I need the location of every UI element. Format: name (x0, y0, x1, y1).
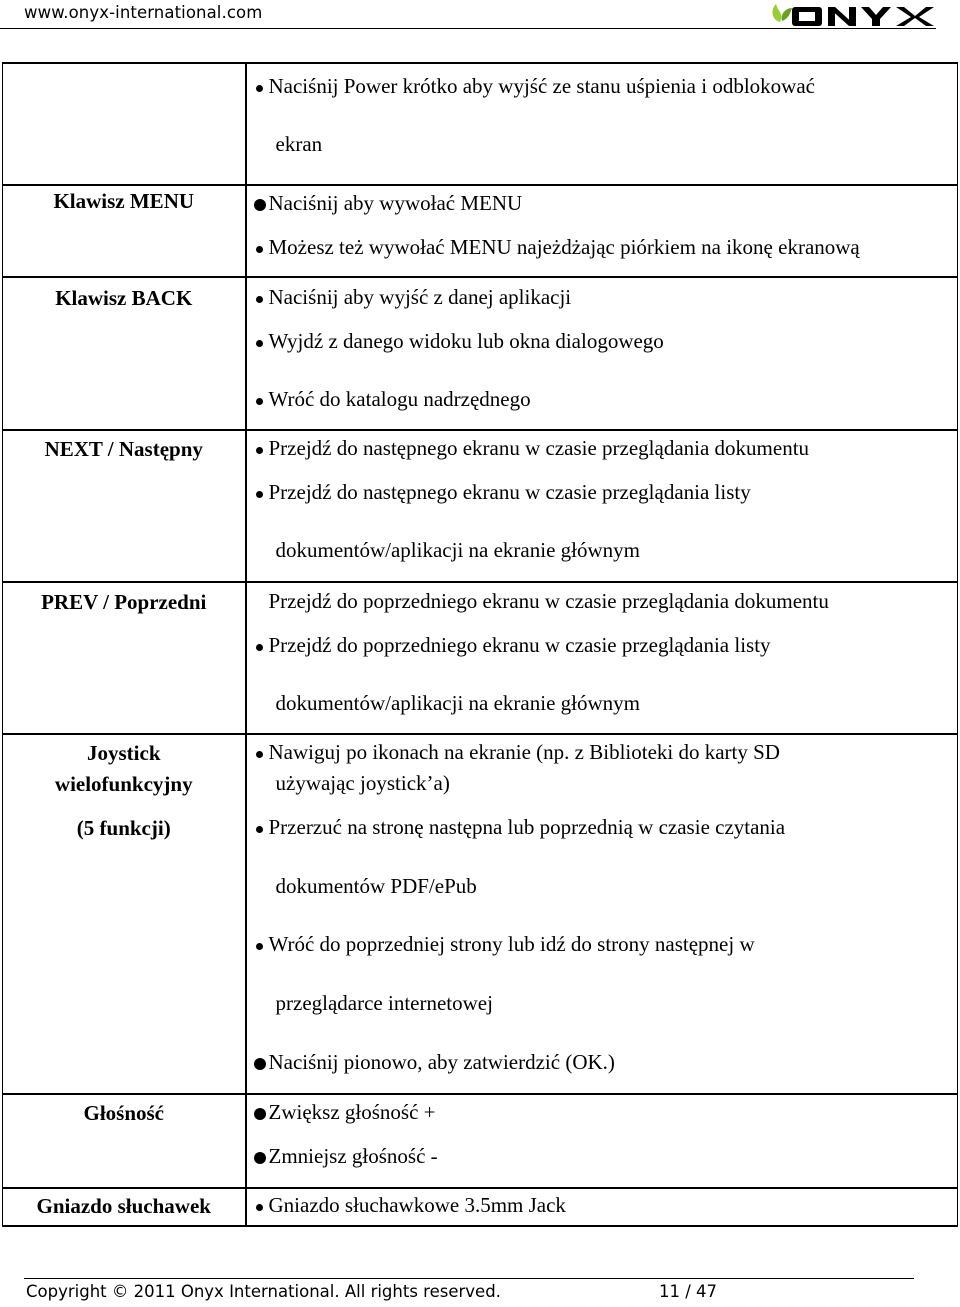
button-label: (5 funkcji) (76, 816, 171, 840)
function-item-text: Naciśnij pionowo, aby zatwierdzić (OK.) (268, 1050, 615, 1074)
button-label-cell (3, 582, 246, 734)
function-item (251, 478, 751, 506)
table-row (3, 185, 958, 277)
footer-copyright: Copyright © 2011 Onyx International. All rights reserved. (26, 1282, 501, 1301)
table-row (3, 277, 958, 430)
button-label-cell (3, 1094, 246, 1188)
function-item-text: Naciśnij Power krótko aby wyjść ze stanu uśpienia i odblokować (268, 74, 815, 98)
function-item (251, 72, 815, 100)
function-description-cell (246, 63, 958, 185)
button-label: Gniazdo słuchawek (36, 1194, 211, 1218)
function-item (251, 930, 755, 958)
function-item-text: Przerzuć na stronę następna lub poprzednią w czasie czytania (268, 815, 786, 839)
function-description-cell (246, 734, 958, 1094)
function-item-text: Wróć do katalogu nadrzędnego (268, 387, 531, 411)
function-description-cell (246, 185, 958, 277)
bullet-icon (251, 327, 269, 355)
button-label-cell (3, 63, 246, 185)
function-description-cell (246, 277, 958, 430)
function-item (251, 813, 786, 841)
function-item-continuation: przeglądarce internetowej (275, 991, 493, 1015)
bullet-icon (251, 1098, 269, 1126)
function-item (251, 434, 810, 462)
table-row (3, 430, 958, 582)
bullet-icon (251, 72, 269, 100)
function-item-text: Przejdź do poprzedniego ekranu w czasie przeglądania listy (268, 633, 771, 657)
footer-rule (24, 1278, 914, 1279)
bullet-icon (251, 189, 269, 217)
bullet-icon (251, 385, 269, 413)
function-item (251, 587, 829, 615)
button-label: Klawisz BACK (55, 286, 193, 310)
function-item-continuation: dokumentów/aplikacji na ekranie głównym (275, 691, 640, 715)
function-item-continuation: ekran (275, 132, 323, 156)
bullet-icon (251, 283, 269, 311)
function-item (251, 738, 780, 766)
table-row (3, 1188, 958, 1226)
function-description-cell (246, 582, 958, 734)
bullet-icon (251, 1142, 269, 1170)
bullet-icon (251, 813, 269, 841)
function-item-text: Naciśnij aby wyjść z danej aplikacji (268, 285, 572, 309)
bullet-icon (251, 930, 269, 958)
function-item-continuation: dokumentów PDF/ePub (275, 874, 477, 898)
table-row (3, 1094, 958, 1188)
function-item (251, 1098, 436, 1126)
bullet-icon (251, 1191, 269, 1219)
function-item-continuation: używając joystick’a) (275, 771, 450, 795)
function-item-text: Gniazdo słuchawkowe 3.5mm Jack (268, 1193, 566, 1217)
footer (26, 1282, 718, 1301)
footer-page-number: 11 / 47 (659, 1282, 718, 1301)
function-item-text: Przejdź do następnego ekranu w czasie przeglądania dokumentu (268, 436, 810, 460)
bullet-icon (251, 631, 269, 659)
header-url: www.onyx-international.com (24, 3, 263, 22)
button-label: NEXT / Następny (44, 437, 203, 461)
function-item-text: Przejdź do poprzedniego ekranu w czasie przeglądania dokumentu (268, 589, 829, 613)
function-item-text: Nawiguj po ikonach na ekranie (np. z Biblioteki do karty SD (268, 740, 780, 764)
function-item-text: Możesz też wywołać MENU najeżdżając piórkiem na ikonę ekranową (268, 235, 860, 259)
button-label-cell (3, 734, 246, 1094)
bullet-icon (251, 1048, 269, 1076)
function-item-text: Naciśnij aby wywołać MENU (268, 191, 523, 215)
function-item (251, 327, 664, 355)
function-item (251, 1191, 566, 1219)
function-description-cell (246, 430, 958, 582)
table-row (3, 734, 958, 1094)
bullet-icon (251, 478, 269, 506)
function-item (251, 1048, 615, 1076)
button-label-cell (3, 277, 246, 430)
button-label-cell (3, 430, 246, 582)
function-item-continuation: dokumentów/aplikacji na ekranie głównym (275, 538, 640, 562)
onyx-logo (768, 2, 936, 28)
function-item (251, 233, 860, 261)
button-label: Klawisz MENU (53, 189, 195, 213)
function-description-cell (246, 1188, 958, 1226)
button-label: PREV / Poprzedni (41, 590, 207, 614)
function-item (251, 631, 771, 659)
function-item-text: Przejdź do następnego ekranu w czasie przeglądania listy (268, 480, 751, 504)
function-item (251, 1142, 438, 1170)
bullet-icon (251, 434, 269, 462)
function-item-text: Zwiększ głośność + (268, 1100, 436, 1124)
button-label: wielofunkcyjny (54, 772, 193, 796)
header-rule (0, 28, 936, 29)
function-item (251, 189, 523, 217)
function-item (251, 283, 572, 311)
table-row (3, 63, 958, 185)
button-label-cell (3, 185, 246, 277)
bullet-icon (251, 738, 269, 766)
button-functions-table (2, 62, 958, 1227)
function-item-text: Wyjdź z danego widoku lub okna dialogowego (268, 329, 664, 353)
button-label: Głośność (83, 1101, 164, 1125)
table-row (3, 582, 958, 734)
bullet-icon (251, 233, 269, 261)
function-item-text: Zmniejsz głośność - (268, 1144, 438, 1168)
function-item-text: Wróć do poprzedniej strony lub idź do strony następnej w (268, 932, 755, 956)
function-description-cell (246, 1094, 958, 1188)
button-label: Joystick (87, 741, 161, 765)
button-label-cell (3, 1188, 246, 1226)
function-item (251, 385, 531, 413)
